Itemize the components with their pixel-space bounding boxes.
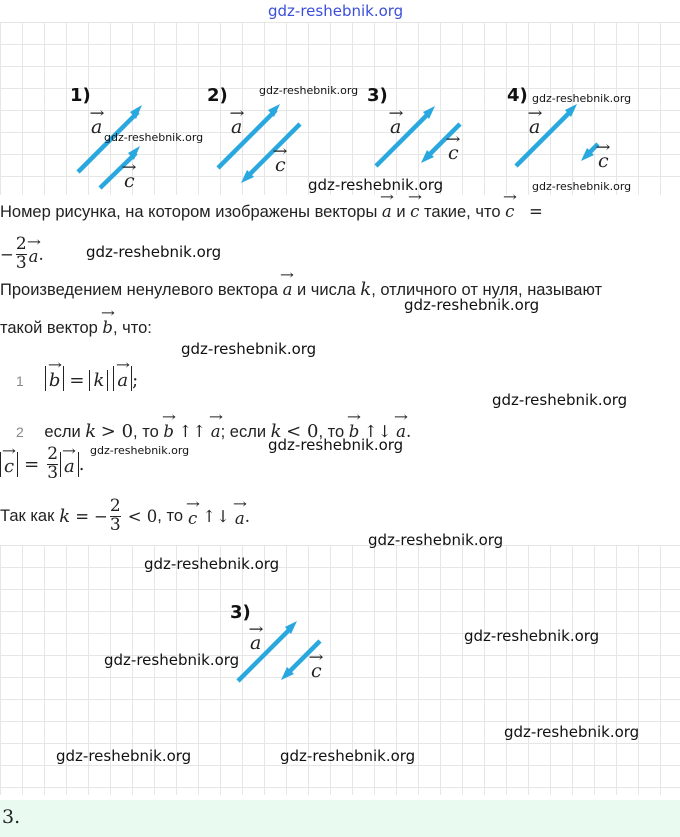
fraction-two-thirds: $\frac{2}{3}$ [15, 234, 27, 273]
magnitude-equation: → c = $\frac{2}{3}$ → a . [0, 446, 84, 483]
vector-a: → a [64, 452, 75, 477]
watermark: gdz-reshebnik.org [504, 723, 640, 741]
watermark: gdz-reshebnik.org [280, 747, 416, 765]
vector-b: → b [102, 314, 113, 337]
question-line-2: − $\frac{2}{3}$ → a . [0, 236, 44, 273]
definition-line-2: такой вектор → b, что: [0, 314, 152, 338]
answer-figure-label-a: → a [250, 632, 261, 654]
watermark: gdz-reshebnik.org [464, 627, 600, 645]
vector-a: → a [211, 418, 221, 441]
fraction-two-thirds: $\frac{2}{3}$ [109, 496, 121, 535]
figure-2-label: 2) [207, 85, 228, 106]
watermark-top: gdz-reshebnik.org [268, 2, 404, 20]
watermark: gdz-reshebnik.org [268, 436, 404, 454]
figure-4-label: 4) [507, 85, 528, 106]
definition-line-1: Произведением ненулевого вектора → a и числа k, отличного от нуля, называют [0, 276, 602, 300]
vector-a: → a [382, 198, 392, 221]
vector-a: → a [29, 243, 39, 266]
vector-a: → a [117, 366, 128, 391]
watermark: gdz-reshebnik.org [308, 176, 444, 194]
definition-item-1: 1 → b = k → a ; [16, 366, 138, 391]
watermark: gdz-reshebnik.org [404, 296, 540, 314]
figure-3-label-a: → a [390, 116, 401, 138]
vector-a: → a [283, 276, 293, 299]
vector-c: → c [505, 198, 514, 221]
vector-c: → c [4, 452, 14, 477]
vector-a: → a [396, 418, 406, 441]
fraction-two-thirds: $\frac{2}{3}$ [47, 444, 59, 483]
vector-b: → b [49, 366, 61, 391]
watermark: gdz-reshebnik.org [368, 531, 504, 549]
vector-c: → c [188, 505, 197, 528]
watermark: gdz-reshebnik.org [259, 84, 359, 97]
watermark: gdz-reshebnik.org [90, 444, 190, 457]
figure-1-vectors [70, 100, 160, 190]
question-line-1: Номер рисунка, на котором изображены векторы → a и → c такие, что → c = [0, 198, 543, 222]
figure-2-vectors [210, 100, 310, 190]
vector-c: → c [410, 198, 419, 221]
answer-value: 3. [2, 806, 21, 828]
figure-2-label-a: → a [231, 116, 242, 138]
watermark: gdz-reshebnik.org [104, 131, 204, 144]
watermark: gdz-reshebnik.org [492, 391, 628, 409]
conclusion-line: Так как k = − $\frac{2}{3}$ < 0 , то → c ↑↓ → a . [0, 498, 250, 535]
watermark: gdz-reshebnik.org [532, 180, 632, 193]
vector-a: → a [235, 505, 245, 528]
answer-figure-label: 3) [230, 602, 251, 623]
answer-box [0, 800, 680, 837]
vector-b: → b [349, 418, 360, 441]
answer-figure-label-c: → c [311, 660, 322, 682]
watermark: gdz-reshebnik.org [144, 555, 280, 573]
watermark: gdz-reshebnik.org [104, 651, 240, 669]
figure-4-label-c: → c [598, 150, 609, 172]
figure-2-label-c: → c [275, 154, 286, 176]
watermark: gdz-reshebnik.org [86, 243, 222, 261]
watermark: gdz-reshebnik.org [181, 340, 317, 358]
figure-4-label-a: → a [529, 116, 540, 138]
figure-3-label: 3) [367, 85, 388, 106]
figure-1-label-a: → a [91, 116, 102, 138]
vector-b: → b [163, 418, 174, 441]
figure-3-label-c: → c [448, 142, 459, 164]
watermark: gdz-reshebnik.org [56, 747, 192, 765]
figure-1-label: 1) [70, 85, 91, 106]
watermark: gdz-reshebnik.org [532, 92, 632, 105]
figure-1-label-c: → c [124, 170, 135, 192]
definition-item-2: 2 если k > 0, то → b ↑↑ → a; если k < 0, то → b ↑↓ → a. [16, 418, 411, 442]
